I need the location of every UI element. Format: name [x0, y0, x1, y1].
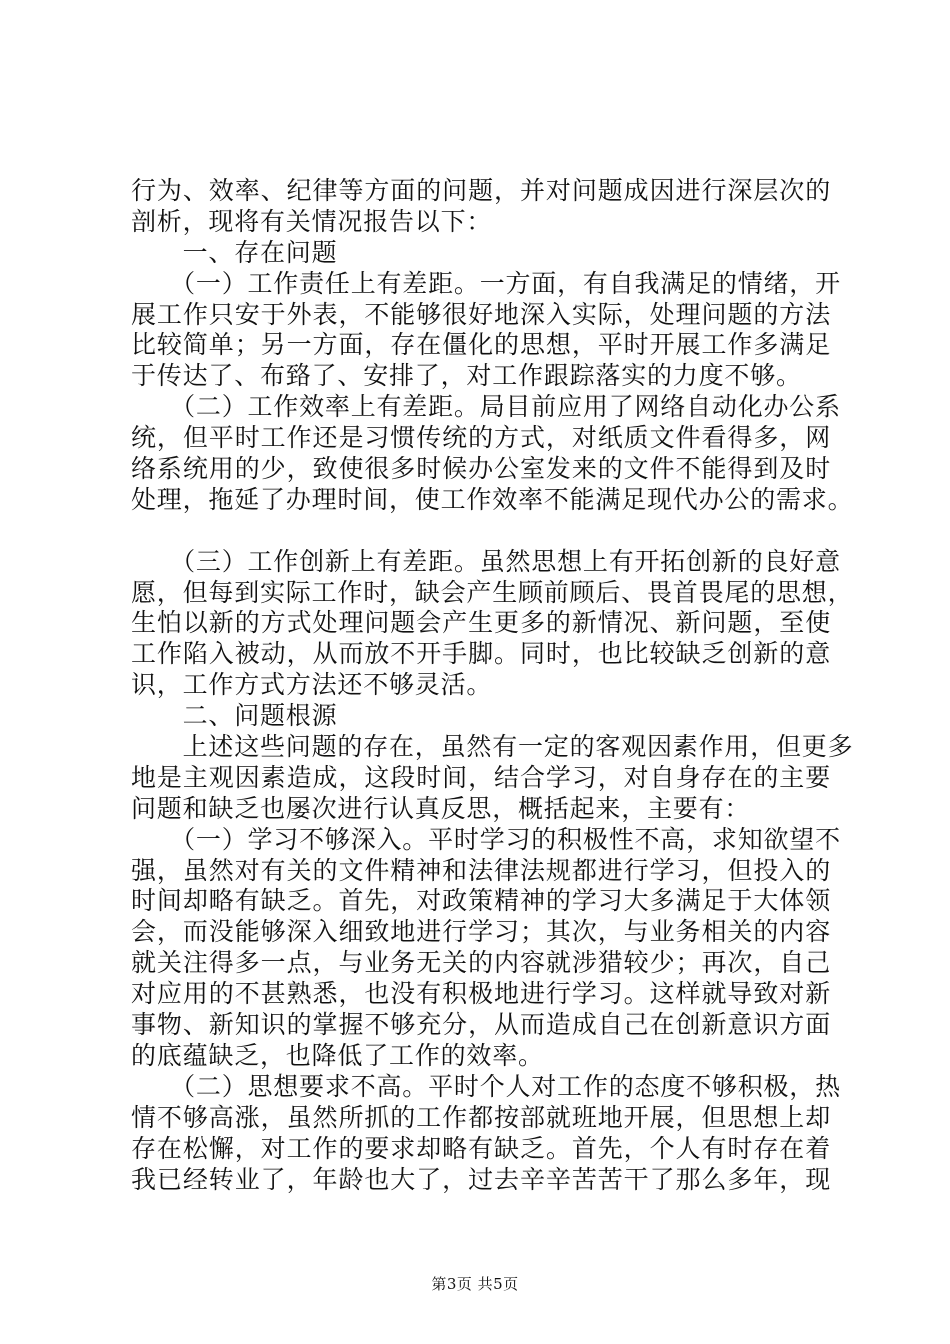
text-line: 识，工作方式方法还不够灵活。 — [131, 670, 493, 700]
text-line: （三）工作创新上有差距。虽然思想上有开拓创新的良好意 — [131, 546, 841, 576]
text-line: 比较简单；另一方面，存在僵化的思想，平时开展工作多满足 — [131, 330, 831, 360]
text-line: 问题和缺乏也屡次进行认真反思，概括起来，主要有： — [131, 793, 751, 823]
text-line: 于传达了、布臵了、安排了，对工作跟踪落实的力度不够。 — [131, 361, 802, 391]
section-heading: 一、存在问题 — [131, 237, 338, 267]
text-line: 上述这些问题的存在，虽然有一定的客观因素作用，但更多 — [131, 732, 854, 762]
text-line: 情不够高涨，虽然所抓的工作都按部就班地开展，但思想上却 — [131, 1102, 831, 1132]
text-line: 就关注得多一点，与业务无关的内容就涉猎较少；再次，自己 — [131, 948, 831, 978]
text-line: 对应用的不甚熟悉，也没有积极地进行学习。这样就导致对新 — [131, 979, 831, 1009]
text-line: 愿，但每到实际工作时，缺会产生顾前顾后、畏首畏尾的思想， — [131, 577, 854, 607]
blank-line — [131, 516, 831, 547]
text-line: 工作陷入被动，从而放不开手脚。同时，也比较缺乏创新的意 — [131, 639, 831, 669]
text-line: 处理，拖延了办理时间，使工作效率不能满足现代办公的需求。 — [131, 484, 854, 514]
text-line: 的底蕴缺乏，也降低了工作的效率。 — [131, 1040, 544, 1070]
text-line: 事物、新知识的掌握不够充分，从而造成自己在创新意识方面 — [131, 1010, 831, 1040]
text-line: 强，虽然对有关的文件精神和法律法规都进行学习，但投入的 — [131, 855, 831, 885]
text-line: 剖析，现将有关情况报告以下： — [131, 206, 493, 236]
section-heading: 二、问题根源 — [131, 701, 338, 731]
text-line: （二）思想要求不高。平时个人对工作的态度不够积极，热 — [131, 1071, 841, 1101]
text-line: （一）学习不够深入。平时学习的积极性不高，求知欲望不 — [131, 824, 841, 854]
document-body — [131, 176, 854, 1195]
page-number: 第3页 共5页 — [431, 1275, 519, 1293]
text-line: （一）工作责任上有差距。一方面，有自我满足的情绪，开 — [131, 268, 841, 298]
text-line: 我已经转业了，年龄也大了，过去辛辛苦苦干了那么多年，现 — [131, 1164, 831, 1194]
text-line: 时间却略有缺乏。首先，对政策精神的学习大多满足于大体领 — [131, 886, 831, 916]
text-line: 行为、效率、纪律等方面的问题，并对问题成因进行深层次的 — [131, 176, 831, 205]
text-line: 络系统用的少，致使很多时候办公室发来的文件不能得到及时 — [131, 454, 831, 484]
text-line: 生怕以新的方式处理问题会产生更多的新情况、新问题，至使 — [131, 608, 831, 638]
text-line: 地是主观因素造成，这段时间，结合学习，对自身存在的主要 — [131, 762, 831, 792]
text-line: （二）工作效率上有差距。局目前应用了网络自动化办公系 — [131, 392, 841, 422]
text-line: 展工作只安于外表，不能够很好地深入实际，处理问题的方法 — [131, 299, 831, 329]
text-line: 存在松懈，对工作的要求却略有缺乏。首先，个人有时存在着 — [131, 1133, 831, 1163]
text-line: 会，而没能够深入细致地进行学习；其次，与业务相关的内容 — [131, 917, 831, 947]
text-line: 统，但平时工作还是习惯传统的方式，对纸质文件看得多，网 — [131, 423, 831, 453]
